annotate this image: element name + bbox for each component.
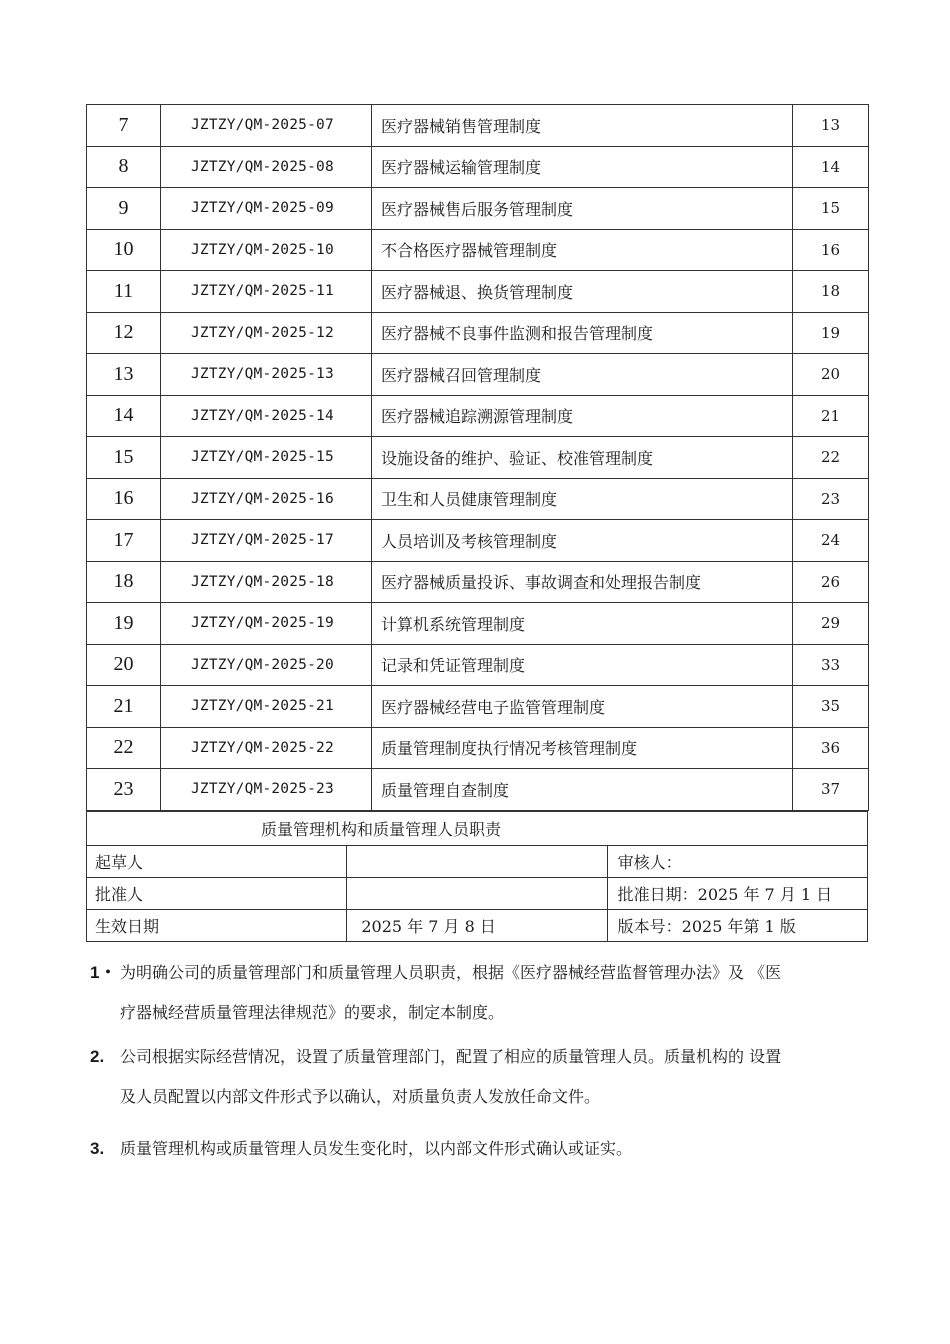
toc-row [87, 354, 869, 396]
toc-row-number: 21 [87, 686, 161, 728]
toc-row-code: JZTZY/QM-2025-09 [161, 188, 372, 230]
toc-row-code: JZTZY/QM-2025-18 [161, 561, 372, 603]
paragraph-marker: 3. [90, 1139, 105, 1158]
paragraph-2 [90, 1041, 880, 1113]
toc-row [87, 105, 869, 147]
section-title: 质量管理机构和质量管理人员职责 [87, 812, 868, 846]
toc-row-code: JZTZY/QM-2025-10 [161, 229, 372, 271]
toc-row-title: 设施设备的维护、验证、校准管理制度 [372, 437, 793, 479]
toc-row-page: 15 [793, 188, 869, 230]
toc-row-title: 人员培训及考核管理制度 [372, 520, 793, 562]
toc-row-number: 20 [87, 644, 161, 686]
toc-row-number: 23 [87, 769, 161, 811]
toc-row [87, 271, 869, 313]
toc-row-code: JZTZY/QM-2025-20 [161, 644, 372, 686]
toc-row-code: JZTZY/QM-2025-15 [161, 437, 372, 479]
toc-row-code: JZTZY/QM-2025-17 [161, 520, 372, 562]
version-number: 版本号：2025 年第 1 版 [607, 910, 867, 942]
meta-row-approver [87, 878, 868, 910]
toc-row-number: 19 [87, 603, 161, 645]
toc-row-title: 医疗器械销售管理制度 [372, 105, 793, 147]
toc-row [87, 395, 869, 437]
toc-row-number: 18 [87, 561, 161, 603]
toc-row-code: JZTZY/QM-2025-13 [161, 354, 372, 396]
toc-row-title: 质量管理自查制度 [372, 769, 793, 811]
effective-date-value: 2025 年 7 月 8 日 [347, 910, 607, 942]
toc-row-page: 33 [793, 644, 869, 686]
toc-row [87, 769, 869, 811]
toc-table [86, 104, 869, 811]
toc-row [87, 312, 869, 354]
toc-row-code: JZTZY/QM-2025-07 [161, 105, 372, 147]
paragraph-text: 质量管理机构或质量管理人员发生变化时，以内部文件形式确认或证实。 [120, 1139, 633, 1158]
toc-row-code: JZTZY/QM-2025-08 [161, 146, 372, 188]
toc-row-title: 卫生和人员健康管理制度 [372, 478, 793, 520]
toc-row [87, 229, 869, 271]
toc-row-number: 16 [87, 478, 161, 520]
toc-row-page: 29 [793, 603, 869, 645]
toc-row-code: JZTZY/QM-2025-23 [161, 769, 372, 811]
toc-row-page: 14 [793, 146, 869, 188]
toc-row-code: JZTZY/QM-2025-21 [161, 686, 372, 728]
toc-row-page: 22 [793, 437, 869, 479]
toc-row [87, 603, 869, 645]
toc-row-code: JZTZY/QM-2025-12 [161, 312, 372, 354]
paragraph-marker: 2. [90, 1047, 105, 1066]
reviewer-field: 审核人： [607, 846, 867, 878]
toc-row-title: 质量管理制度执行情况考核管理制度 [372, 727, 793, 769]
toc-row-page: 24 [793, 520, 869, 562]
toc-row-page: 19 [793, 312, 869, 354]
toc-row-title: 医疗器械经营电子监管管理制度 [372, 686, 793, 728]
toc-body [87, 105, 869, 811]
paragraph-text-continued: 疗器械经营质量管理法律规范》的要求，制定本制度。 [120, 1003, 505, 1022]
toc-row-title: 记录和凭证管理制度 [372, 644, 793, 686]
toc-row [87, 561, 869, 603]
toc-row-page: 36 [793, 727, 869, 769]
toc-row [87, 478, 869, 520]
toc-row [87, 188, 869, 230]
approver-label: 批准人 [87, 878, 347, 910]
toc-row [87, 437, 869, 479]
toc-row [87, 644, 869, 686]
toc-row-number: 22 [87, 727, 161, 769]
toc-row-number: 17 [87, 520, 161, 562]
toc-row-code: JZTZY/QM-2025-16 [161, 478, 372, 520]
paragraph-text: 为明确公司的质量管理部门和质量管理人员职责，根据《医疗器械经营监督管理办法》及 《医 [120, 963, 782, 982]
effective-date-label: 生效日期 [87, 910, 347, 942]
toc-row-number: 11 [87, 271, 161, 313]
toc-row-title: 医疗器械召回管理制度 [372, 354, 793, 396]
toc-row-page: 20 [793, 354, 869, 396]
toc-row-number: 13 [87, 354, 161, 396]
toc-row-page: 23 [793, 478, 869, 520]
meta-row-effective [87, 910, 868, 942]
toc-row-number: 10 [87, 229, 161, 271]
paragraph-marker: 1・ [90, 963, 117, 982]
toc-row-number: 15 [87, 437, 161, 479]
toc-row-number: 9 [87, 188, 161, 230]
toc-row-page: 35 [793, 686, 869, 728]
toc-row-page: 21 [793, 395, 869, 437]
approval-date: 批准日期：2025 年 7 月 1 日 [607, 878, 867, 910]
paragraph-3 [90, 1133, 880, 1165]
toc-row-title: 医疗器械退、换货管理制度 [372, 271, 793, 313]
toc-row-page: 18 [793, 271, 869, 313]
toc-row-code: JZTZY/QM-2025-22 [161, 727, 372, 769]
toc-row-code: JZTZY/QM-2025-19 [161, 603, 372, 645]
paragraph-text: 公司根据实际经营情况，设置了质量管理部门，配置了相应的质量管理人员。质量机构的 设置 [120, 1047, 782, 1066]
toc-row [87, 727, 869, 769]
toc-row-title: 计算机系统管理制度 [372, 603, 793, 645]
toc-row-code: JZTZY/QM-2025-11 [161, 271, 372, 313]
toc-row [87, 520, 869, 562]
toc-row-number: 14 [87, 395, 161, 437]
toc-row-number: 7 [87, 105, 161, 147]
toc-row-page: 37 [793, 769, 869, 811]
toc-row-title: 医疗器械质量投诉、事故调查和处理报告制度 [372, 561, 793, 603]
meta-row-drafter [87, 846, 868, 878]
toc-row [87, 686, 869, 728]
toc-row-title: 医疗器械运输管理制度 [372, 146, 793, 188]
paragraph-1 [90, 957, 880, 1029]
document-meta-table [86, 811, 868, 942]
toc-row [87, 146, 869, 188]
toc-row-title: 不合格医疗器械管理制度 [372, 229, 793, 271]
toc-row-number: 12 [87, 312, 161, 354]
drafter-value [347, 846, 607, 878]
toc-row-page: 26 [793, 561, 869, 603]
toc-row-code: JZTZY/QM-2025-14 [161, 395, 372, 437]
toc-row-title: 医疗器械追踪溯源管理制度 [372, 395, 793, 437]
toc-row-title: 医疗器械售后服务管理制度 [372, 188, 793, 230]
toc-row-title: 医疗器械不良事件监测和报告管理制度 [372, 312, 793, 354]
drafter-label: 起草人 [87, 846, 347, 878]
paragraph-text-continued: 及人员配置以内部文件形式予以确认，对质量负责人发放任命文件。 [120, 1087, 601, 1106]
toc-row-page: 16 [793, 229, 869, 271]
toc-row-page: 13 [793, 105, 869, 147]
approver-value [347, 878, 607, 910]
toc-row-number: 8 [87, 146, 161, 188]
meta-title-row [87, 812, 868, 846]
